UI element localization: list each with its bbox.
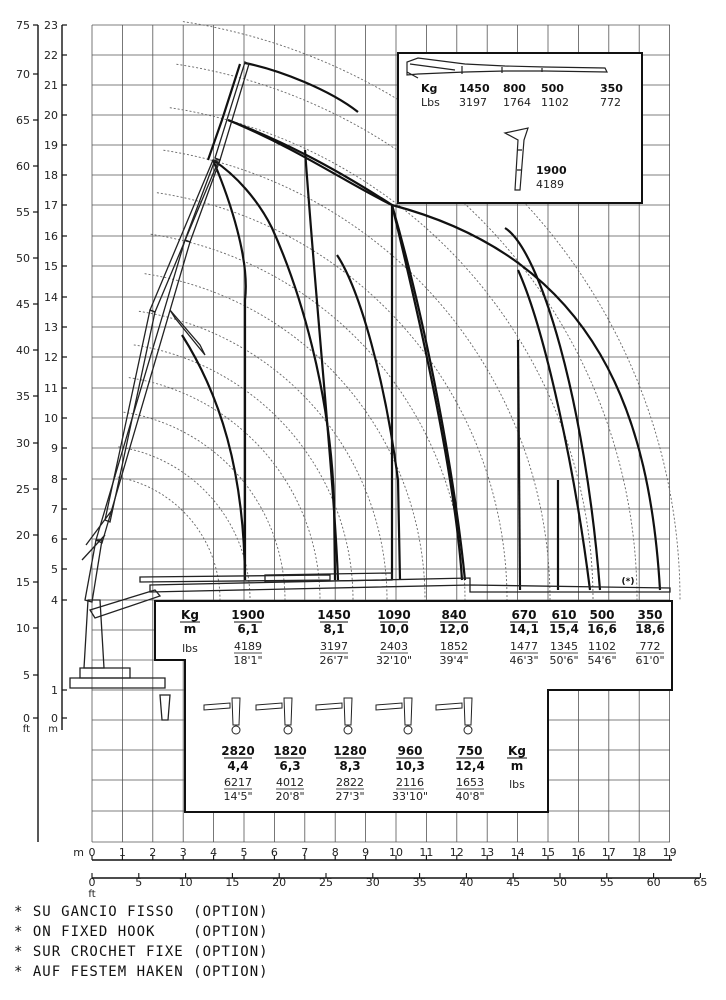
- lower-ft-value: 20'8": [275, 790, 305, 803]
- x-m-tick-label: 1: [118, 846, 126, 859]
- ft-tick-label: 60: [16, 160, 30, 173]
- lower-ft-value: 40'8": [455, 790, 485, 803]
- m-tick-label: 8: [51, 473, 58, 486]
- upper-ft-value: 50'6": [549, 654, 579, 667]
- lower-lbs-value: 4012: [276, 776, 304, 789]
- m-tick-label: 0: [51, 712, 58, 725]
- inset-lbs-label: Lbs: [421, 96, 440, 109]
- upper-m-value: 14,1: [509, 622, 539, 636]
- upper-kg-label: Kg: [181, 608, 199, 622]
- upper-kg-value: 610: [551, 608, 577, 622]
- m-tick-label: 22: [44, 49, 58, 62]
- load-curve: [392, 205, 462, 580]
- m-tick-label: 15: [44, 260, 58, 273]
- upper-ft-value: 18'1": [233, 654, 263, 667]
- lower-kg-label: Kg: [508, 744, 526, 758]
- upper-ft-value: 61'0": [635, 654, 665, 667]
- x-m-tick-label: 6: [270, 846, 278, 859]
- load-curve: [392, 205, 465, 580]
- x-ft-tick-label: 35: [412, 876, 427, 889]
- ft-tick-label: 45: [16, 298, 30, 311]
- m-tick-label: 7: [51, 503, 58, 516]
- upper-m-value: 6,1: [237, 622, 259, 636]
- upper-m-value: 16,6: [587, 622, 617, 636]
- x-ft-unit: ft: [88, 889, 96, 900]
- x-m-tick-label: 2: [149, 846, 157, 859]
- x-m-tick-label: 9: [362, 846, 370, 859]
- upper-lbs-value: 1345: [550, 640, 578, 653]
- x-m-tick-label: 0: [88, 846, 96, 859]
- load-curve: [245, 63, 358, 112]
- upper-m-value: 18,6: [635, 622, 665, 636]
- option-notes: [14, 902, 269, 982]
- upper-kg-value: 1450: [317, 608, 351, 622]
- m-tick-label: 6: [51, 533, 58, 546]
- ft-tick-label: 70: [16, 68, 30, 81]
- upper-m-value: 10,0: [379, 622, 409, 636]
- ft-tick-label: 40: [16, 344, 30, 357]
- m-tick-label: 1: [51, 684, 58, 697]
- m-tick-label: 23: [44, 19, 58, 32]
- ft-tick-label: 25: [16, 483, 30, 496]
- reach-arc: [139, 311, 387, 600]
- lower-kg-value: 2820: [221, 744, 255, 758]
- inset-kg-2: 800: [503, 82, 526, 95]
- m-tick-label: 13: [44, 321, 58, 334]
- m-tick-label: 19: [44, 139, 58, 152]
- x-ft-tick-label: 15: [225, 876, 240, 889]
- m-tick-label: 4: [51, 594, 58, 607]
- inset-kg-1: 1450: [459, 82, 490, 95]
- crane-part: [160, 695, 170, 720]
- upper-m-value: 15,4: [549, 622, 579, 636]
- inset-jib-kg: 1900: [536, 164, 567, 177]
- lower-m-value: 8,3: [339, 759, 361, 773]
- upper-kg-value: 670: [511, 608, 537, 622]
- upper-ft-value: 32'10": [375, 654, 413, 667]
- lower-kg-value: 750: [457, 744, 483, 758]
- m-tick-label: 5: [51, 563, 58, 576]
- x-m-tick-label: 18: [632, 846, 647, 859]
- upper-m-label: m: [183, 622, 197, 636]
- lower-lbs-value: 2822: [336, 776, 364, 789]
- ft-axis-unit: ft: [22, 724, 30, 735]
- lower-lbs-value: 6217: [224, 776, 252, 789]
- x-m-unit: m: [73, 846, 84, 859]
- reach-arc: [124, 412, 286, 600]
- x-m-tick-label: 15: [541, 846, 555, 859]
- m-tick-label: 14: [44, 291, 58, 304]
- m-tick-label: 21: [44, 79, 58, 92]
- x-ft-tick-label: 60: [646, 876, 661, 889]
- x-m-tick-label: 13: [480, 846, 495, 859]
- x-m-tick-label: 19: [662, 846, 677, 859]
- upper-kg-value: 1900: [231, 608, 265, 622]
- lower-ft-value: 14'5": [223, 790, 253, 803]
- upper-ft-value: 46'3": [509, 654, 539, 667]
- lower-m-value: 6,3: [279, 759, 301, 773]
- m-tick-label: 10: [44, 412, 58, 425]
- x-m-tick-label: 12: [449, 846, 464, 859]
- reach-arc: [129, 378, 320, 600]
- x-ft-tick-label: 55: [599, 876, 614, 889]
- upper-lbs-value: 2403: [380, 640, 408, 653]
- lower-m-label: m: [510, 759, 524, 773]
- lower-kg-value: 960: [397, 744, 423, 758]
- crane-part: [70, 678, 165, 688]
- x-ft-tick-label: 10: [178, 876, 193, 889]
- ft-tick-label: 0: [23, 712, 30, 725]
- upper-kg-value: 840: [441, 608, 467, 622]
- x-m-tick-label: 16: [571, 846, 586, 859]
- load-curve: [337, 255, 400, 580]
- x-m-tick-label: 17: [601, 846, 616, 859]
- x-ft-tick-label: 50: [553, 876, 567, 889]
- upper-lbs-value: 772: [639, 640, 661, 653]
- upper-ft-value: 26'7": [319, 654, 349, 667]
- ft-tick-label: 75: [16, 19, 30, 32]
- lower-m-value: 10,3: [395, 759, 425, 773]
- x-m-tick-label: 3: [179, 846, 187, 859]
- x-m-tick-label: 8: [331, 846, 339, 859]
- m-tick-label: 18: [44, 169, 58, 182]
- m-axis-unit: m: [48, 724, 58, 735]
- upper-kg-value: 1090: [377, 608, 411, 622]
- ft-tick-label: 20: [16, 529, 30, 542]
- upper-lbs-value: 3197: [320, 640, 348, 653]
- upper-lbs-label: lbs: [182, 642, 198, 655]
- inset-jib-lbs: 4189: [536, 178, 564, 191]
- upper-lbs-value: 1102: [588, 640, 616, 653]
- inset-lbs-1: 3197: [459, 96, 487, 109]
- x-m-tick-label: 10: [389, 846, 403, 859]
- note-de: * AUF FESTEM HAKEN (OPTION): [14, 964, 269, 980]
- inset-panel: [398, 53, 642, 203]
- lower-lbs-value: 2116: [396, 776, 424, 789]
- inset-kg-4: 350: [600, 82, 623, 95]
- ft-tick-label: 35: [16, 390, 30, 403]
- ft-tick-label: 50: [16, 252, 30, 265]
- upper-lbs-value: 1477: [510, 640, 538, 653]
- m-tick-label: 17: [44, 199, 58, 212]
- upper-m-value: 8,1: [323, 622, 345, 636]
- crane-part: [105, 310, 155, 522]
- ft-tick-label: 55: [16, 206, 30, 219]
- x-ft-tick-label: 0: [88, 876, 96, 889]
- x-m-tick-label: 4: [210, 846, 218, 859]
- inset-kg-label: Kg: [421, 82, 438, 95]
- inset-lbs-4: 772: [600, 96, 621, 109]
- ft-tick-label: 10: [16, 622, 30, 635]
- x-ft-tick-label: 5: [135, 876, 143, 889]
- lower-ft-value: 33'10": [391, 790, 429, 803]
- note-fr: * SUR CROCHET FIXE (OPTION): [14, 944, 269, 960]
- lower-m-value: 4,4: [227, 759, 249, 773]
- lower-lbs-value: 1653: [456, 776, 484, 789]
- upper-ft-value: 39'4": [439, 654, 469, 667]
- x-m-tick-label: 11: [419, 846, 434, 859]
- crane-part: [470, 585, 670, 592]
- m-tick-label: 9: [51, 442, 58, 455]
- reach-arc: [151, 234, 465, 600]
- crane-part: [84, 600, 104, 668]
- upper-lbs-value: 1852: [440, 640, 468, 653]
- x-ft-tick-label: 40: [459, 876, 474, 889]
- x-m-tick-label: 5: [240, 846, 248, 859]
- load-curve: [518, 340, 520, 590]
- m-tick-label: 11: [44, 382, 58, 395]
- upper-lbs-value: 4189: [234, 640, 262, 653]
- m-tick-label: 16: [44, 230, 58, 243]
- x-ft-tick-label: 30: [365, 876, 380, 889]
- lower-kg-value: 1280: [333, 744, 367, 758]
- crane-part: [85, 540, 102, 602]
- inset-lbs-3: 1102: [541, 96, 569, 109]
- x-m-tick-label: 7: [301, 846, 309, 859]
- ft-tick-label: 65: [16, 114, 30, 127]
- ft-tick-label: 30: [16, 437, 30, 450]
- x-ft-tick-label: 65: [693, 876, 708, 889]
- inset-kg-3: 500: [541, 82, 564, 95]
- lower-kg-value: 1820: [273, 744, 307, 758]
- option-marker: (*): [621, 577, 635, 587]
- m-tick-label: 12: [44, 351, 58, 364]
- x-ft-tick-label: 25: [319, 876, 333, 889]
- ft-tick-label: 5: [23, 669, 30, 682]
- note-en: * ON FIXED HOOK (OPTION): [14, 924, 269, 940]
- load-curve: [305, 150, 338, 580]
- lower-ft-value: 27'3": [335, 790, 365, 803]
- upper-kg-value: 500: [589, 608, 615, 622]
- upper-m-value: 12,0: [439, 622, 469, 636]
- m-tick-label: 20: [44, 109, 58, 122]
- x-ft-tick-label: 45: [506, 876, 521, 889]
- ft-tick-label: 15: [16, 576, 30, 589]
- upper-kg-value: 350: [637, 608, 663, 622]
- lower-m-value: 12,4: [455, 759, 485, 773]
- crane-part: [170, 310, 205, 355]
- x-ft-tick-label: 20: [272, 876, 287, 889]
- lower-lbs-label: lbs: [509, 778, 525, 791]
- upper-ft-value: 54'6": [587, 654, 617, 667]
- x-m-tick-label: 14: [510, 846, 525, 859]
- note-it: * SU GANCIO FISSO (OPTION): [14, 904, 269, 920]
- inset-lbs-2: 1764: [503, 96, 531, 109]
